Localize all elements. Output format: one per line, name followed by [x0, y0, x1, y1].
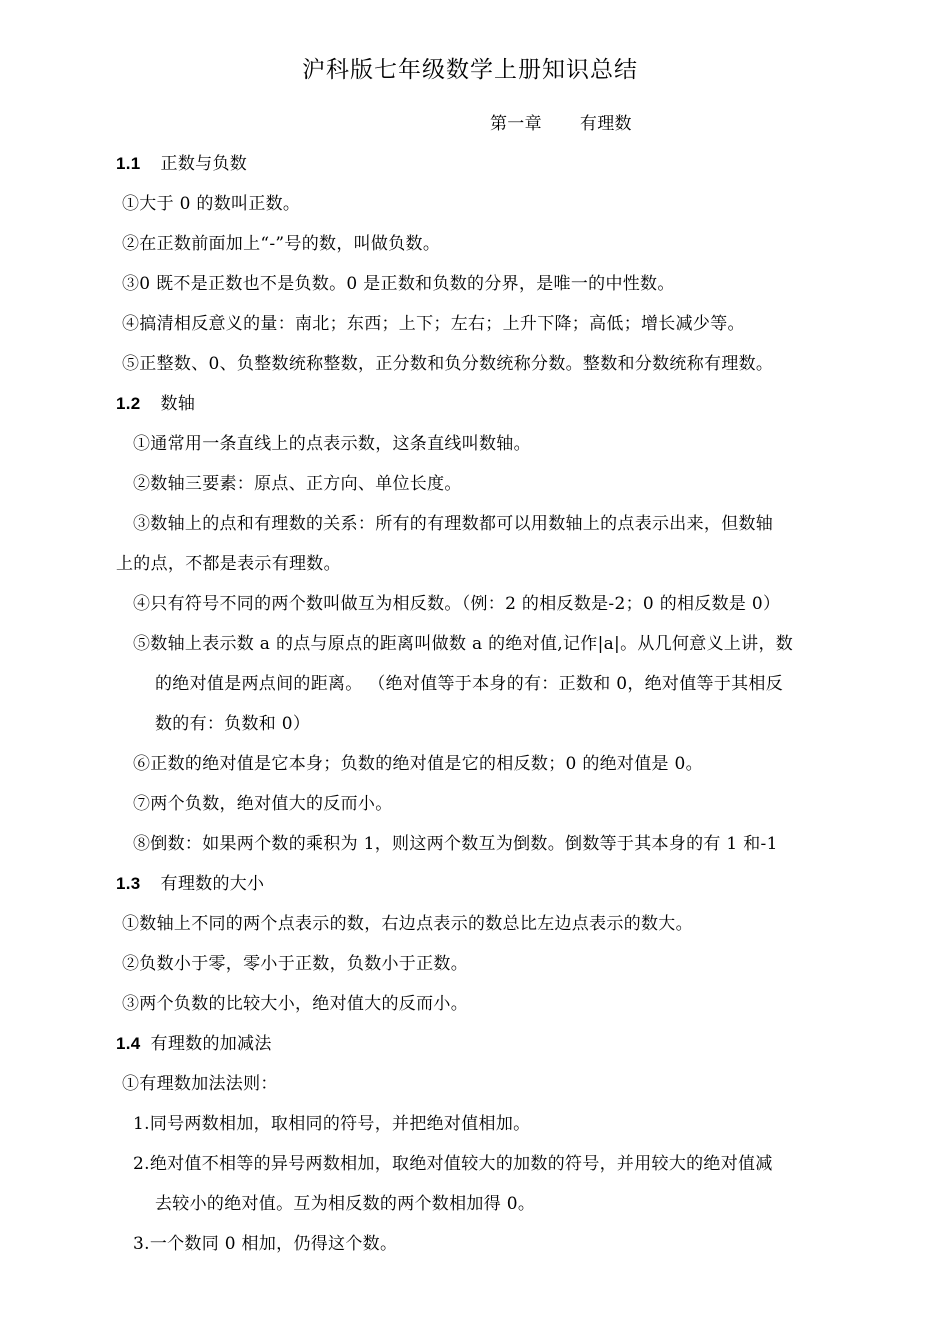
- section-title: 有理数的大小: [160, 874, 265, 894]
- section-title: 有理数的加减法: [150, 1034, 272, 1054]
- section-heading: [116, 153, 247, 175]
- section-title: 数轴: [160, 394, 196, 414]
- list-item: ①数轴上不同的两个点表示的数，右边点表示的数总比左边点表示的数大。: [122, 914, 693, 934]
- list-item-continuation: 数的有：负数和 0）: [155, 714, 311, 734]
- list-item: 3.一个数同 0 相加，仍得这个数。: [133, 1234, 398, 1254]
- list-item: ①通常用一条直线上的点表示数，这条直线叫数轴。: [133, 434, 531, 454]
- list-item: ②负数小于零，零小于正数，负数小于正数。: [122, 954, 468, 974]
- section-number: 1.1: [116, 154, 141, 173]
- list-item: ⑤数轴上表示数 a 的点与原点的距离叫做数 a 的绝对值,记作|a|。从几何意义上讲，数: [133, 634, 794, 654]
- section-number: 1.2: [116, 394, 141, 413]
- section-heading: [116, 873, 264, 895]
- chapter-heading: [490, 113, 632, 135]
- list-item: ④搞清相反意义的量：南北；东西；上下；左右；上升下降；高低；增长减少等。: [122, 314, 745, 334]
- list-item: ②数轴三要素：原点、正方向、单位长度。: [133, 474, 462, 494]
- list-item: ③0 既不是正数也不是负数。0 是正数和负数的分界，是唯一的中性数。: [122, 274, 675, 294]
- chapter-number: 第一章: [490, 114, 542, 134]
- list-item: ①有理数加法法则：: [122, 1074, 278, 1094]
- section-title: 正数与负数: [160, 154, 248, 174]
- list-item: ⑧倒数：如果两个数的乘积为 1，则这两个数互为倒数。倒数等于其本身的有 1 和-1: [133, 834, 778, 854]
- list-item: ⑥正数的绝对值是它本身；负数的绝对值是它的相反数；0 的绝对值是 0。: [133, 754, 703, 774]
- list-item: ⑤正整数、0、负整数统称整数，正分数和负分数统称分数。整数和分数统称有理数。: [122, 354, 774, 374]
- section-number: 1.4: [116, 1034, 141, 1053]
- section-heading: [116, 393, 195, 415]
- list-item: ①大于 0 的数叫正数。: [122, 194, 301, 214]
- list-item: ③两个负数的比较大小，绝对值大的反而小。: [122, 994, 468, 1014]
- section-heading: [116, 1033, 272, 1055]
- list-item: ③数轴上的点和有理数的关系：所有的有理数都可以用数轴上的点表示出来，但数轴: [133, 514, 774, 534]
- list-item: 2.绝对值不相等的异号两数相加，取绝对值较大的加数的符号，并用较大的绝对值减: [133, 1154, 773, 1174]
- section-number: 1.3: [116, 874, 141, 893]
- list-item: 1.同号两数相加，取相同的符号，并把绝对值相加。: [133, 1114, 531, 1134]
- list-item-continuation: 去较小的绝对值。互为相反数的两个数相加得 0。: [155, 1194, 536, 1214]
- chapter-name: 有理数: [579, 114, 632, 134]
- list-item: ②在正数前面加上“-”号的数，叫做负数。: [122, 234, 441, 254]
- document-title: 沪科版七年级数学上册知识总结: [302, 57, 638, 83]
- list-item-continuation: 的绝对值是两点间的距离。 （绝对值等于本身的有：正数和 0，绝对值等于其相反: [155, 674, 784, 694]
- list-item: ④只有符号不同的两个数叫做互为相反数。（例：2 的相反数是-2；0 的相反数是 0）: [133, 594, 781, 614]
- list-item: ⑦两个负数，绝对值大的反而小。: [133, 794, 393, 814]
- list-item-continuation: 上的点，不都是表示有理数。: [116, 554, 341, 574]
